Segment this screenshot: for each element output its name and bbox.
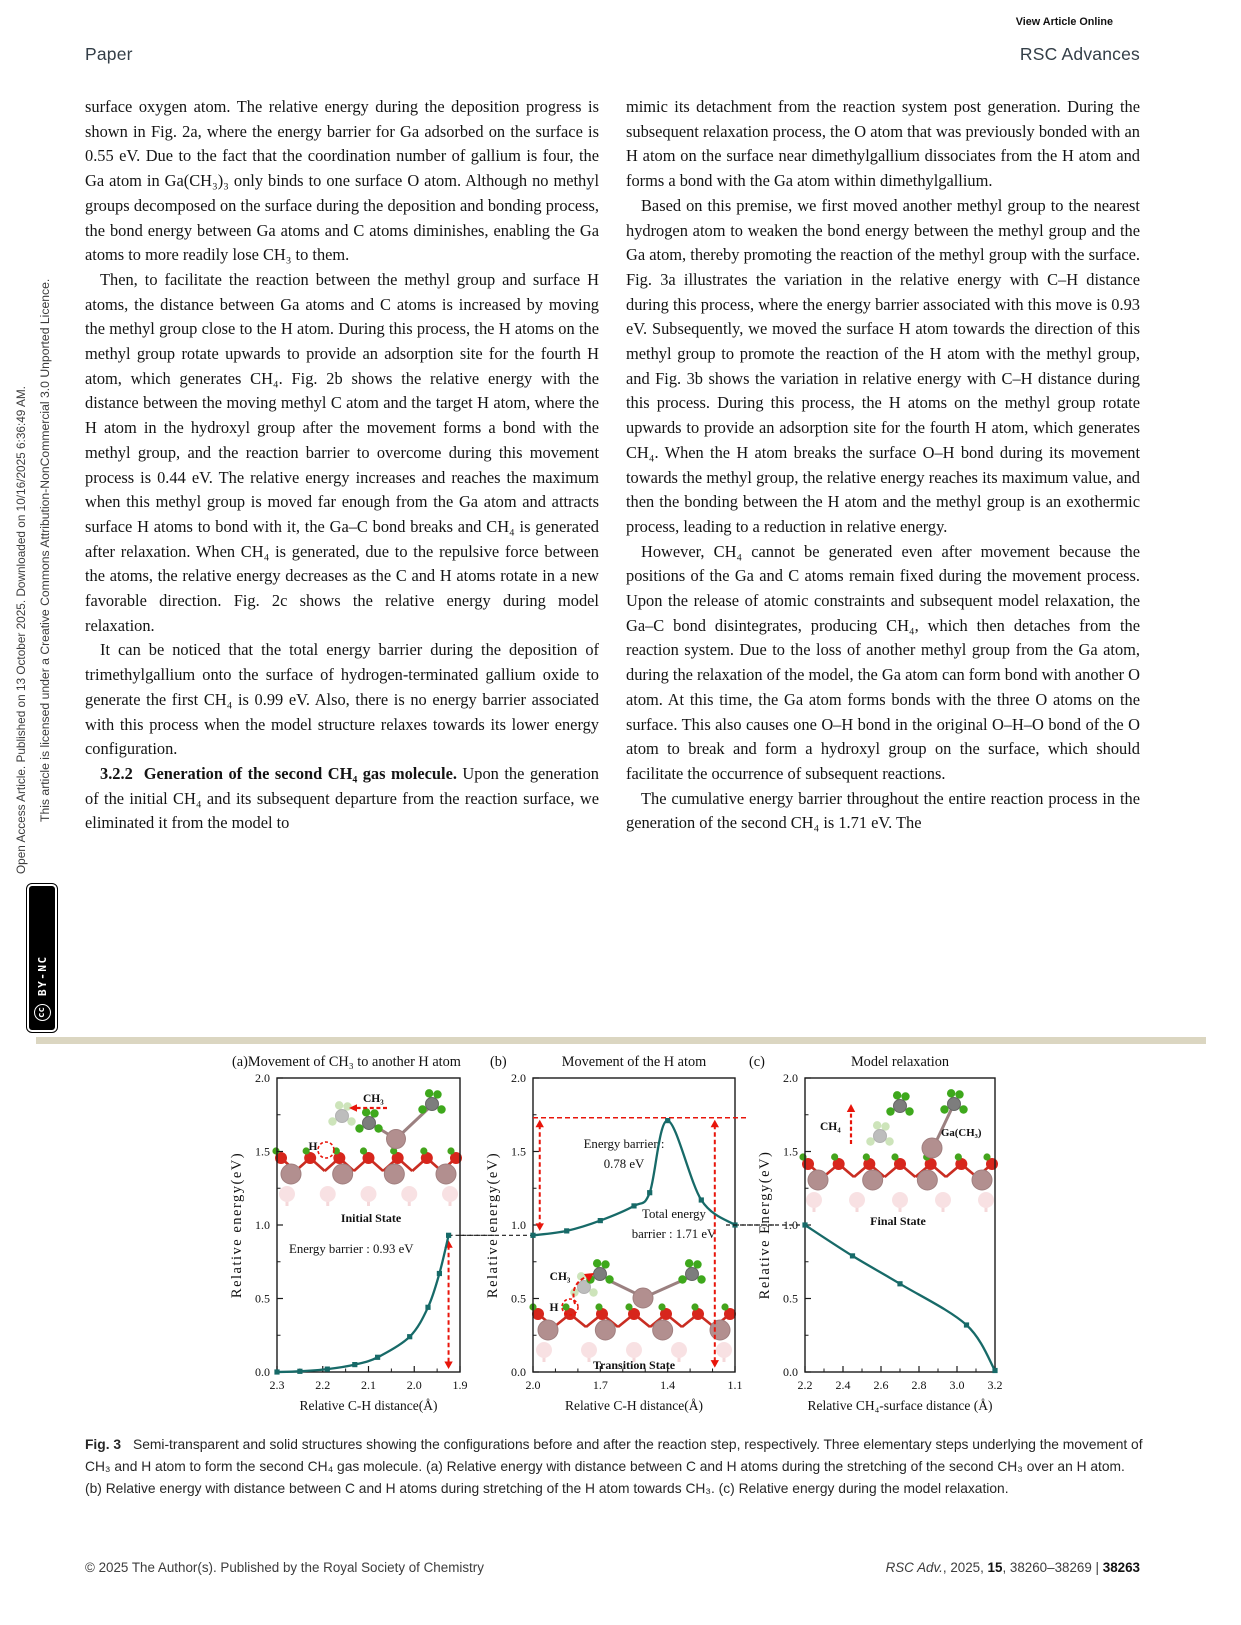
chart-panel-b (478, 1046, 756, 1422)
view-article-online-link[interactable]: View Article Online (1015, 16, 1113, 28)
svg-text:2.2: 2.2 (315, 1378, 331, 1392)
svg-text:H: H (308, 1141, 318, 1153)
body-paragraph: The cumulative energy barrier throughout the entire reaction process in the generation of the second CH₄ is 1.71 eV. The (626, 788, 1140, 833)
svg-text:Relative Energy(eV): Relative Energy(eV) (757, 1150, 773, 1300)
svg-text:1.7: 1.7 (592, 1378, 608, 1392)
svg-text:Total energy: Total energy (642, 1207, 706, 1221)
molecular-structure-inset (799, 1089, 998, 1228)
svg-text:H: H (549, 1302, 559, 1314)
article-type-label: Paper (85, 44, 133, 64)
svg-text:2.8: 2.8 (911, 1378, 927, 1392)
volume-number: 15 (987, 1560, 1003, 1575)
svg-text:Initial State: Initial State (340, 1211, 402, 1225)
svg-text:0.5: 0.5 (511, 1291, 526, 1306)
svg-text:3.0: 3.0 (949, 1378, 965, 1392)
svg-text:Relative CH₄-surface distance: Relative CH₄-surface distance (Å) (807, 1398, 993, 1413)
svg-text:1.1: 1.1 (727, 1378, 743, 1392)
svg-text:0.0: 0.0 (783, 1365, 798, 1379)
svg-text:2.4: 2.4 (835, 1378, 851, 1392)
svg-text:barrier : 1.71 eV: barrier : 1.71 eV (631, 1227, 717, 1241)
svg-text:1.5: 1.5 (255, 1144, 270, 1159)
svg-text:2.0: 2.0 (525, 1378, 541, 1392)
svg-text:1.5: 1.5 (511, 1144, 526, 1159)
caption-text: Semi-transparent and solid structures showing the configurations before and after the reaction step, respectively. Three elementary steps underlying the movement of CH₃ and H atom to form the second CH₄ gas molecule. (a) Relative energy with distance between C and H atoms during the stretching of the second CH₃ over an H atom. (b) Relative energy with distance between C and H atoms during stretching of the H atom towards CH₃. (c) Relative energy during the model relaxation. (85, 1437, 1143, 1496)
svg-text:Movement of the H atom: Movement of the H atom (561, 1054, 707, 1070)
body-paragraph: However, CH₄ cannot be generated even after movement because the positions of the Ga and C atoms remain fixed during the movement process. Upon the release of atomic constraints and subsequent model relaxation, the Ga–C bond disintegrates, producing CH₄, which then detaches from the reaction system. Due to the loss of another methyl group from the Ga atom, during the relaxation of the model, the Ga atom can form bond with another O atom. At this time, the Ga atom forms bonds with the three O atoms on the surface. This also causes one O–H bond in the original O–H–O bond of the O atom to break and form a hydroxyl group on the surface, which should facilitate the occurrence of subsequent reactions. (626, 541, 1140, 783)
svg-text:1.0: 1.0 (511, 1218, 526, 1232)
cc-badge-label: BY-NC (35, 955, 49, 996)
svg-text:Final State: Final State (870, 1214, 926, 1228)
svg-text:2.0: 2.0 (255, 1071, 270, 1085)
section-text: Upon the generation of the initial CH₄ and its subsequent departure from the reaction surface, we eliminated it from the model to (85, 763, 599, 833)
svg-text:0.0: 0.0 (511, 1365, 526, 1379)
cc-icon: cc (34, 1004, 51, 1021)
section-title: Generation of the second CH₄ gas molecule. (143, 763, 457, 783)
figure-caption (85, 1434, 1143, 1499)
svg-text:3.2: 3.2 (987, 1378, 1003, 1392)
svg-text:1.5: 1.5 (783, 1144, 798, 1159)
svg-text:2.0: 2.0 (406, 1378, 422, 1392)
svg-text:1.9: 1.9 (452, 1378, 468, 1392)
body-paragraph: It can be noticed that the total energy barrier during the deposition of trimethylgallium onto the surface of hydrogen-terminated gallium oxide to generate the first CH₄ is 0.99 eV. Also, there is no energy barrier associated with this process when the model structure relaxes towards its lower energy configuration. (85, 640, 599, 759)
citation: RSC Adv., 2025, 15, 38260–38269 | 38263 (885, 1560, 1140, 1575)
molecular-structure-inset (272, 1089, 462, 1225)
svg-text:2.0: 2.0 (783, 1071, 798, 1085)
svg-text:Relative C-H distance(Å): Relative C-H distance(Å) (565, 1398, 703, 1413)
copyright-notice: © 2025 The Author(s). Published by the Royal Society of Chemistry (85, 1560, 484, 1575)
sidebar-access-note: Open Access Article. Published on 13 October 2025. Downloaded on 10/16/2025 6:36:49 AM. (14, 386, 28, 874)
svg-text:Transition State: Transition State (592, 1358, 676, 1372)
svg-text:1.0: 1.0 (255, 1218, 270, 1232)
svg-text:Energy barrier : 0.93 eV: Energy barrier : 0.93 eV (289, 1241, 414, 1256)
chart-panel-c (748, 1046, 1012, 1422)
chart-panel-a (225, 1046, 477, 1422)
svg-text:Relative C-H distance(Å): Relative C-H distance(Å) (299, 1398, 438, 1413)
svg-text:2.6: 2.6 (873, 1378, 889, 1392)
svg-text:0.5: 0.5 (783, 1291, 798, 1306)
svg-text:Energy barrier :: Energy barrier : (583, 1137, 665, 1151)
svg-text:(a)Movement of CH₃ to another: (a)Movement of CH₃ to another H atom (232, 1054, 461, 1070)
body-paragraph: Then, to facilitate the reaction between the methyl group and surface H atoms, the distance between Ga atoms and C atoms is increased by moving the methyl group close to the H atom. During this process, the H atoms on the methyl group rotate upwards to provide an adsorption site for the fourth H atom, which generates CH₄. Fig. 2b shows the relative energy with the distance between the moving methyl C atom and the target H atom, where the H atom in the hydroxyl group after the movement forms a bond with the methyl group, and the reaction barrier to overcome during this movement process is 0.44 eV. The relative energy increases and reaches the maximum when this methyl group is moved far enough from the Ga atom and attracts surface H atoms to bond with it, the Ga–C bond breaks and CH₄ is generated after relaxation. When CH₄ is generated, due to the repulsive force between the atoms, the relative energy decreases as the C and H atoms rotate in a new favorable direction. Fig. 2c shows the relative energy during model relaxation. (85, 269, 599, 635)
svg-text:(c): (c) (749, 1054, 765, 1070)
svg-text:Model relaxation: Model relaxation (850, 1054, 950, 1070)
svg-text:CH₄: CH₄ (820, 1121, 841, 1133)
svg-text:2.3: 2.3 (269, 1378, 285, 1392)
journal-name: RSC Advances (1019, 44, 1140, 64)
caption-label: Fig. 3 (85, 1437, 122, 1452)
svg-text:Relative energy(eV): Relative energy(eV) (485, 1151, 501, 1299)
svg-text:0.5: 0.5 (255, 1291, 270, 1306)
body-paragraph: Based on this premise, we first moved another methyl group to the nearest hydrogen atom to weaken the bond energy between the methyl group and the Ga atom, thereby promoting the reaction of the methyl group with the surface. Fig. 3a illustrates the variation in the relative energy with C–H distance during this process, where the energy barrier associated with this move is 0.93 eV. Subsequently, we moved the surface H atom towards the direction of this methyl group to promote the reaction of the H atom with the methyl group, and Fig. 3b shows the variation in relative energy with C–H distance during this process. During this process, the H atoms on the methyl group rotate upwards to provide an adsorption site for the fourth H atom, which generates CH₄. When the H atom breaks the surface O–H bond during its movement towards the methyl group, the relative energy reaches its maximum value, and then the bonding between the H atom and the methyl group is an exothermic process, leading to a reduction in relative energy. (626, 195, 1140, 536)
svg-text:(b): (b) (490, 1054, 507, 1070)
svg-text:2.2: 2.2 (797, 1378, 813, 1392)
body-paragraph: surface oxygen atom. The relative energy during the deposition progress is shown in Fig. 2a, where the energy barrier for Ga adsorbed on the surface is 0.55 eV. Due to the fact that the coordination number of gallium is four, the Ga atom in Ga(CH₃)₃ only binds to one surface O atom. Although no methyl groups decomposed on the surface during the deposition and bonding process, the bond energy between Ga atoms and C atoms diminishes, enabling the Ga atoms to more readily lose CH₃ to them. (85, 97, 599, 265)
svg-text:1.0: 1.0 (783, 1218, 798, 1232)
page-number: 38263 (1102, 1560, 1140, 1575)
svg-text:CH₃: CH₃ (363, 1093, 384, 1105)
svg-text:CH₃: CH₃ (549, 1271, 571, 1283)
molecular-structure-inset (529, 1259, 736, 1372)
svg-text:2.0: 2.0 (511, 1071, 526, 1085)
svg-text:1.4: 1.4 (660, 1378, 676, 1392)
svg-text:2.1: 2.1 (361, 1378, 376, 1392)
sidebar-license-note: This article is licensed under a Creative Commons Attribution-NonCommercial 3.0 Unported Licence. (38, 278, 52, 822)
svg-text:0.0: 0.0 (255, 1365, 270, 1379)
svg-text:Ga(CH₃): Ga(CH₃) (941, 1127, 982, 1139)
section-number: 3.2.2 (100, 763, 133, 783)
journal-abbrev: RSC Adv. (885, 1560, 943, 1575)
svg-text:Relative energy(eV): Relative energy(eV) (229, 1151, 245, 1299)
svg-text:0.78 eV: 0.78 eV (603, 1157, 645, 1171)
body-paragraph: mimic its detachment from the reaction system post generation. During the subsequent relaxation process, the O atom that was previously bonded with an H atom on the surface near dimethylgallium dissociates from the H atom and forms a bond with the Ga atom within dimethylgallium. (626, 97, 1140, 191)
